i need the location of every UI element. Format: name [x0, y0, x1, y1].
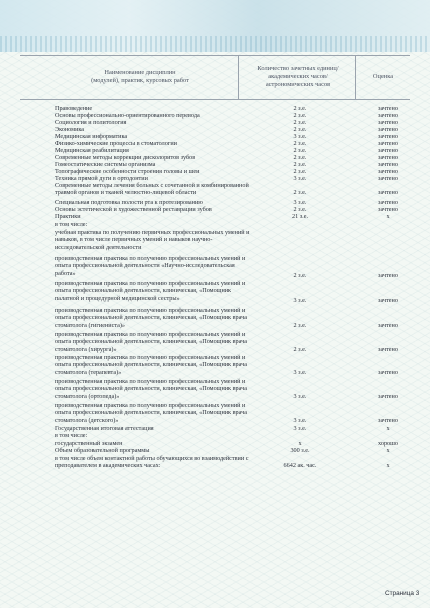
header-grade-column: Оценка: [372, 73, 394, 80]
table-row: [55, 126, 398, 133]
table-row: [55, 354, 398, 377]
discipline-grade: х: [386, 462, 390, 469]
header-divider-1: [238, 55, 239, 100]
discipline-grade: х: [386, 425, 390, 432]
discipline-grade: зачтено: [378, 297, 398, 304]
discipline-grade: зачтено: [378, 272, 398, 279]
discipline-grade: зачтено: [378, 322, 398, 329]
table-row: [55, 105, 398, 112]
header-name-column: Наименование дисциплин (модулей), практик, курсовых работ: [91, 69, 189, 84]
table-row: [55, 161, 398, 168]
discipline-name: Физико-химические процессы в стоматологии: [55, 140, 177, 147]
discipline-name: в том числе:: [55, 432, 88, 439]
header-bottom-rule: [20, 99, 410, 100]
discipline-credits: 6642 ак. час.: [283, 462, 317, 469]
discipline-grade: зачтено: [378, 105, 398, 112]
table-row: [55, 402, 398, 425]
security-band-pattern: [0, 36, 430, 52]
discipline-grade: зачтено: [378, 175, 398, 182]
discipline-grade: зачтено: [378, 393, 398, 400]
discipline-name: учебная практика по получению первичных профессиональных умений и навыков, в том числе первичных умений и навыков научно-исследовательской деятельности: [55, 229, 250, 251]
discipline-name: Правоведение: [55, 105, 93, 112]
discipline-credits: 2 з.е.: [293, 206, 307, 213]
header-top-rule: [20, 55, 410, 56]
discipline-credits: 2 з.е.: [293, 105, 307, 112]
discipline-credits: 2 з.е.: [293, 147, 307, 154]
table-row: [55, 425, 395, 432]
discipline-credits: 2 з.е.: [293, 126, 307, 133]
table-row: [55, 133, 398, 140]
discipline-name: Социология и политология: [55, 119, 127, 126]
header-credits-column: Количество зачетных единиц/академических часов/астрономических часов: [257, 65, 339, 88]
discipline-grade: зачтено: [378, 206, 398, 213]
discipline-credits: 2 з.е.: [293, 189, 307, 196]
table-row: [55, 147, 398, 154]
discipline-name: производственная практика по получению профессиональных умений и опыта профессиональной деятельности, клиническая, «Помощник палатной и процедурной медицинской сестры»: [55, 280, 246, 302]
discipline-credits: 3 з.е.: [293, 425, 307, 432]
table-row: [55, 112, 398, 119]
discipline-name: производственная практика по получению профессиональных умений и опыта профессиональной деятельности, клиническая, «Помощник врача стоматолога (ортопеда)»: [55, 378, 247, 400]
table-row: [55, 307, 398, 330]
discipline-name: Современные методы лечения больных с сочетанной и комбинированной травмой органов и тканей челюстно-лицевой области: [55, 182, 249, 197]
table-row: [55, 255, 398, 280]
discipline-credits: 2 з.е.: [293, 119, 307, 126]
discipline-name: государственный экзамен: [55, 440, 123, 447]
discipline-name: Техника прямой дуги в ортодонтии: [55, 175, 148, 182]
page-number: Страница 3: [385, 590, 420, 597]
table-row: [55, 199, 398, 206]
table-row: [55, 154, 398, 161]
discipline-name: производственная практика по получению профессиональных умений и опыта профессиональной деятельности, клиническая, «Помощник врача стоматолога (терапевта)»: [55, 354, 247, 376]
discipline-name: Гомеостатические системы организма: [55, 161, 156, 168]
discipline-grade: зачтено: [378, 199, 398, 206]
table-row: [55, 378, 398, 401]
discipline-grade: хорошо: [378, 440, 398, 447]
header-divider-2: [355, 55, 356, 100]
table-row: [55, 432, 395, 439]
table-row: [55, 213, 395, 220]
discipline-credits: 21 з.е.: [291, 213, 309, 220]
discipline-credits: 3 з.е.: [293, 133, 307, 140]
discipline-name: Экономика: [55, 126, 85, 133]
discipline-name: Объем образовательной программы: [55, 447, 150, 454]
discipline-name: производственная практика по получению профессиональных умений и опыта профессиональной деятельности, клиническая, «Помощник врача стоматолога (гигиениста)»: [55, 307, 247, 329]
discipline-credits: х: [298, 440, 302, 447]
table-row: [55, 175, 398, 182]
discipline-grade: зачтено: [378, 346, 398, 353]
table-row: [55, 140, 398, 147]
discipline-grade: зачтено: [378, 140, 398, 147]
table-row: [55, 440, 398, 447]
discipline-credits: 2 з.е.: [293, 346, 307, 353]
table-row: [55, 447, 395, 454]
discipline-credits: 3 з.е.: [293, 297, 307, 304]
discipline-name: в том числе объем контактной работы обучающихся во взаимодействии с преподавателем в академических часах:: [55, 455, 249, 470]
discipline-name: производственная практика по получению профессиональных умений и опыта профессиональной деятельности «Научно-исследовательская работа»: [55, 255, 246, 277]
table-row: [55, 280, 398, 305]
discipline-grade: зачтено: [378, 119, 398, 126]
discipline-name: Государственная итоговая аттестация: [55, 425, 154, 432]
discipline-grade: зачтено: [378, 369, 398, 376]
discipline-grade: х: [386, 447, 390, 454]
discipline-grade: зачтено: [378, 147, 398, 154]
discipline-name: Специальная подготовка полости рта к протезированию: [55, 199, 203, 206]
discipline-credits: 2 з.е.: [293, 322, 307, 329]
discipline-name: Современные методы коррекции дисколоритов зубов: [55, 154, 196, 161]
discipline-name: в том числе:: [55, 221, 88, 228]
discipline-credits: 2 з.е.: [293, 272, 307, 279]
discipline-name: производственная практика по получению профессиональных умений и опыта профессиональной деятельности, клиническая, «Помощник врача стоматолога (детского)»: [55, 402, 247, 424]
table-row: [55, 168, 398, 175]
discipline-name: Медицинская информатика: [55, 133, 128, 140]
discipline-grade: х: [386, 213, 390, 220]
discipline-name: производственная практика по получению профессиональных умений и опыта профессиональной деятельности, клиническая, «Помощник врача стоматолога (хирурга)»: [55, 331, 247, 353]
discipline-credits: 3 з.е.: [293, 199, 307, 206]
discipline-grade: зачтено: [378, 112, 398, 119]
discipline-credits: 2 з.е.: [293, 140, 307, 147]
discipline-credits: 2 з.е.: [293, 161, 307, 168]
table-row: [55, 455, 395, 470]
discipline-name: Медицинская реабилитация: [55, 147, 129, 154]
table-row: [55, 206, 398, 213]
discipline-name: Основы профессионально-ориентированного перевода: [55, 112, 200, 119]
discipline-name: Практики: [55, 213, 81, 220]
discipline-name: Основы эстетической и художественной реставрации зубов: [55, 206, 212, 213]
discipline-credits: 2 з.е.: [293, 154, 307, 161]
table-row: [55, 221, 395, 228]
discipline-credits: 3 з.е.: [293, 417, 307, 424]
discipline-credits: 3 з.е.: [293, 393, 307, 400]
discipline-grade: зачтено: [378, 154, 398, 161]
discipline-grade: зачтено: [378, 133, 398, 140]
discipline-credits: 3 з.е.: [293, 175, 307, 182]
discipline-grade: зачтено: [378, 126, 398, 133]
discipline-credits: 2 з.е.: [293, 168, 307, 175]
discipline-grade: зачтено: [378, 161, 398, 168]
discipline-name: Топографические особенности строения головы и шеи: [55, 168, 200, 175]
discipline-grade: зачтено: [378, 168, 398, 175]
discipline-grade: зачтено: [378, 417, 398, 424]
table-row: [55, 331, 398, 354]
table-row: [55, 119, 398, 126]
discipline-credits: 3 з.е.: [293, 369, 307, 376]
discipline-credits: 300 з.е.: [290, 447, 310, 454]
discipline-grade: зачтено: [378, 189, 398, 196]
discipline-credits: 2 з.е.: [293, 112, 307, 119]
table-row: [55, 229, 395, 254]
table-row: [55, 182, 398, 197]
